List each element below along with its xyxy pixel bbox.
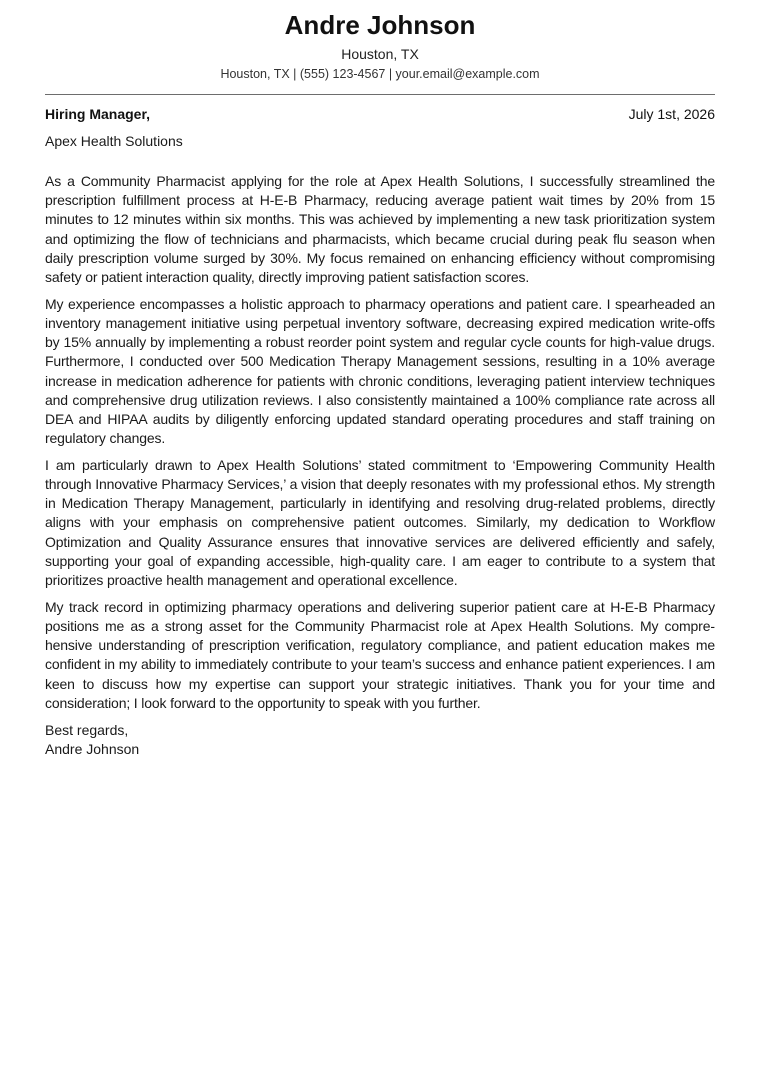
closing-phrase: Best regards, xyxy=(45,721,129,738)
applicant-name: Andre Johnson xyxy=(284,10,476,40)
applicant-contact-line: Houston, TX | (555) 123-4567 | your.email@example.com xyxy=(220,67,540,81)
recipient-company: Apex Health Solutions xyxy=(45,133,183,149)
applicant-location: Houston, TX xyxy=(341,46,419,62)
signature-name: Andre Johnson xyxy=(45,741,140,758)
body-paragraph: I am particularly drawn to Apex Health Solutions’ stated commitment to ‘Empowering Community Health through Innovative Pharmacy Services,’ a vision that deeply resonates with my professional ethos. My strength in Medication Therapy Management, particularly in identifying and resolving drug-related problems, directly aligns with your emphasis on comprehensive patient outcomes. Similarly, my dedication to Workflow Optimization and Quality Assurance ensures that innovative services are delivered efficiently and safely, supporting your goal of expanding accessible, high-quality care. I am eager to contribute to a system that prioritizes proactive health management and operational excellence. xyxy=(45,456,715,589)
recipient-salutation: Hiring Manager, xyxy=(45,106,151,122)
letter-closing xyxy=(45,721,715,760)
header-divider xyxy=(45,94,715,95)
letter-date: July 1st, 2026 xyxy=(628,106,715,122)
letter-header xyxy=(45,0,715,82)
body-paragraph: As a Community Pharmacist applying for the role at Apex Health Solutions, I successfully streamlined the prescription fulfillment process at H-E-B Pharmacy, reducing average patient wait times by 20% from 15 minutes to 12 minutes within six months. This was achieved by implementing a new task prioritization system and optimizing the flow of technicians and pharmacists, which became crucial during peak flu season when daily prescription volume surged by 30%. My focus remained on enhancing efficiency without compromising safety or patient interaction quality, directly improving patient satisfaction scores. xyxy=(45,173,715,286)
recipient-date-row xyxy=(45,105,715,124)
body-paragraph: My track record in optimizing pharmacy operations and delivering superior patient care at H-E-B Pharmacy positions me as a strong asset for the Community Pharmacist role at Apex Health Solutions. My comprehensive understanding of prescription verification, regulatory compliance, and patient education makes me confident in my ability to immediately contribute to your team’s success and enhance patient experiences. I am keen to discuss how my expertise can support your strategic initiatives. Thank you for your time and consideration; I look forward to the opportunity to speak with you further. xyxy=(45,598,715,711)
letter-body xyxy=(45,172,715,713)
body-paragraph: My experience encompasses a holistic approach to pharmacy operations and patient care. I spearheaded an inventory management initiative using perpetual inventory software, decreasing expired medication write-offs by 15% annually by implementing a robust reorder point system and regular cycle counts for high-value drugs. Furthermore, I conducted over 500 Medication Therapy Management sessions, resulting in a 10% average increase in medication adherence for patients with chronic conditions, leveraging patient interview techniques and comprehensive drug utilization reviews. I also consistently maintained a 100% compliance rate across all DEA and HIPAA audits by diligently enforcing updated standard operating procedures and staff training on regulatory changes. xyxy=(45,295,715,447)
